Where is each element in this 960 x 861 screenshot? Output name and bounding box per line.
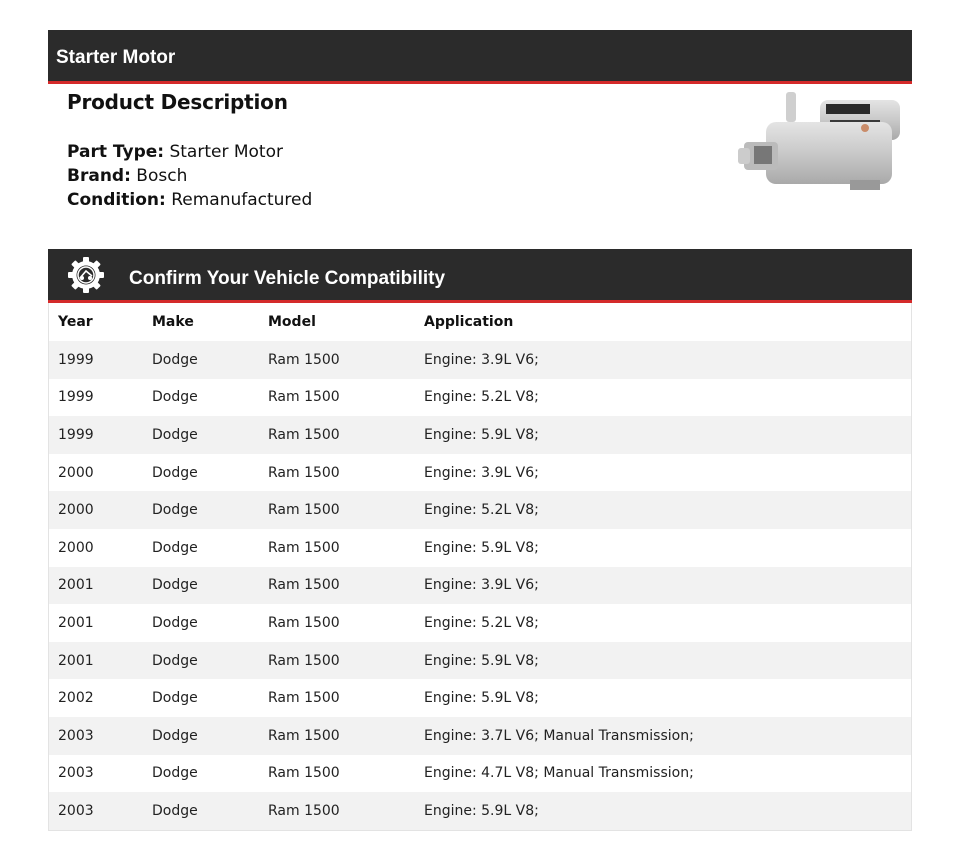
cell-application: Engine: 3.9L V6; — [424, 351, 539, 368]
cell-year: 2001 — [58, 614, 94, 631]
cell-application: Engine: 5.2L V8; — [424, 389, 539, 406]
cell-make: Dodge — [152, 464, 198, 481]
cell-year: 2003 — [58, 802, 94, 819]
description-heading: Product Description — [67, 90, 288, 114]
cell-model: Ram 1500 — [268, 389, 340, 406]
cell-make: Dodge — [152, 502, 198, 519]
table-row — [49, 454, 911, 492]
table-row — [49, 755, 911, 793]
cell-model: Ram 1500 — [268, 614, 340, 631]
table-row — [49, 642, 911, 680]
cell-make: Dodge — [152, 727, 198, 744]
cell-year: 2003 — [58, 727, 94, 744]
cell-year: 2002 — [58, 690, 94, 707]
cell-make: Dodge — [152, 614, 198, 631]
table-row — [49, 604, 911, 642]
cell-make: Dodge — [152, 351, 198, 368]
gear-icon — [67, 256, 105, 294]
product-image — [730, 90, 906, 196]
column-header-year: Year — [58, 314, 93, 330]
cell-model: Ram 1500 — [268, 464, 340, 481]
cell-application: Engine: 3.9L V6; — [424, 577, 539, 594]
cell-model: Ram 1500 — [268, 802, 340, 819]
cell-make: Dodge — [152, 389, 198, 406]
cell-make: Dodge — [152, 690, 198, 707]
table-row — [49, 379, 911, 417]
cell-make: Dodge — [152, 652, 198, 669]
cell-make: Dodge — [152, 426, 198, 443]
table-row — [49, 529, 911, 567]
cell-application: Engine: 5.2L V8; — [424, 502, 539, 519]
cell-application: Engine: 5.9L V8; — [424, 690, 539, 707]
compatibility-header-bar — [48, 249, 912, 303]
table-row — [49, 416, 911, 454]
cell-year: 1999 — [58, 426, 94, 443]
product-title: Starter Motor — [56, 47, 176, 68]
spec-condition: Condition: Remanufactured — [67, 190, 313, 210]
table-header-row — [49, 303, 911, 341]
cell-model: Ram 1500 — [268, 577, 340, 594]
column-header-model: Model — [268, 314, 316, 330]
spec-list — [67, 140, 312, 212]
table-row — [49, 567, 911, 605]
spec-part-type: Part Type: Starter Motor — [67, 142, 283, 162]
product-description — [67, 90, 288, 114]
cell-application: Engine: 4.7L V8; Manual Transmission; — [424, 765, 694, 782]
cell-make: Dodge — [152, 802, 198, 819]
compatibility-title: Confirm Your Vehicle Compatibility — [129, 268, 446, 289]
cell-year: 2003 — [58, 765, 94, 782]
compatibility-table — [49, 303, 911, 830]
table-row — [49, 491, 911, 529]
cell-application: Engine: 5.2L V8; — [424, 614, 539, 631]
cell-make: Dodge — [152, 539, 198, 556]
cell-application: Engine: 3.9L V6; — [424, 464, 539, 481]
cell-make: Dodge — [152, 577, 198, 594]
compatibility-table-container — [48, 303, 912, 831]
cell-model: Ram 1500 — [268, 426, 340, 443]
cell-model: Ram 1500 — [268, 690, 340, 707]
column-header-application: Application — [424, 314, 514, 330]
cell-year: 1999 — [58, 351, 94, 368]
cell-application: Engine: 5.9L V8; — [424, 802, 539, 819]
cell-model: Ram 1500 — [268, 765, 340, 782]
spec-brand: Brand: Bosch — [67, 166, 188, 186]
cell-application: Engine: 5.9L V8; — [424, 426, 539, 443]
cell-model: Ram 1500 — [268, 539, 340, 556]
cell-application: Engine: 3.7L V6; Manual Transmission; — [424, 727, 694, 744]
table-row — [49, 679, 911, 717]
product-header-bar — [48, 30, 912, 84]
cell-make: Dodge — [152, 765, 198, 782]
cell-year: 1999 — [58, 389, 94, 406]
table-row — [49, 792, 911, 830]
cell-application: Engine: 5.9L V8; — [424, 652, 539, 669]
cell-year: 2000 — [58, 539, 94, 556]
table-row — [49, 717, 911, 755]
cell-model: Ram 1500 — [268, 351, 340, 368]
cell-year: 2000 — [58, 464, 94, 481]
cell-year: 2000 — [58, 502, 94, 519]
table-row — [49, 341, 911, 379]
cell-application: Engine: 5.9L V8; — [424, 539, 539, 556]
column-header-make: Make — [152, 314, 194, 330]
cell-model: Ram 1500 — [268, 727, 340, 744]
cell-model: Ram 1500 — [268, 502, 340, 519]
cell-year: 2001 — [58, 652, 94, 669]
cell-year: 2001 — [58, 577, 94, 594]
cell-model: Ram 1500 — [268, 652, 340, 669]
